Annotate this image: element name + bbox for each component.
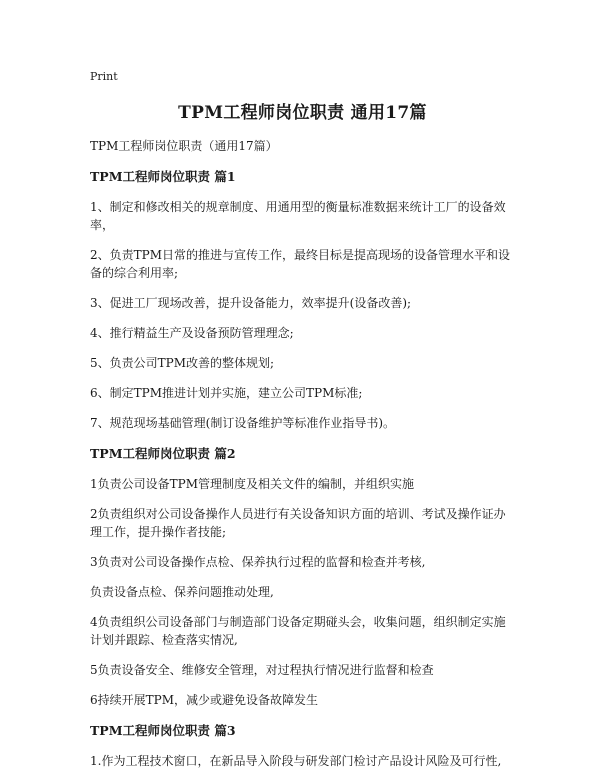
- paragraph: 6、制定TPM推进计划并实施，建立公司TPM标准;: [90, 386, 363, 400]
- paragraph: 1负责公司设备TPM管理制度及相关文件的编制，并组织实施: [90, 477, 415, 491]
- paragraph: 5、负责公司TPM改善的整体规划;: [90, 356, 275, 370]
- paragraph: 1、制定和修改相关的规章制度、用通用型的衡量标准数据来统计工厂的设备效率，: [90, 200, 506, 232]
- paragraph: 3负责对公司设备操作点检、保养执行过程的监督和检查并考核,: [90, 555, 426, 569]
- paragraph: 7、规范现场基础管理(制订设备维护等标准作业指导书)。: [90, 416, 396, 430]
- paragraph: 2负责组织对公司设备操作人员进行有关设备知识方面的培训、考试及操作证办理工作，提升操作者技能;: [90, 507, 506, 539]
- print-label: Print: [90, 70, 118, 83]
- paragraph: 1.作为工程技术窗口，在新品导入阶段与研发部门检讨产品设计风险及可行性,: [90, 754, 502, 768]
- paragraph: 2、负责TPM日常的推进与宣传工作，最终目标是提高现场的设备管理水平和设备的综合利用率;: [90, 248, 511, 280]
- paragraph: 3、促进工厂现场改善，提升设备能力，效率提升(设备改善);: [90, 296, 412, 310]
- paragraph: 4、推行精益生产及设备预防管理理念;: [90, 326, 294, 340]
- document-subtitle: TPM工程师岗位职责（通用17篇）: [90, 139, 278, 153]
- document-title: TPM工程师岗位职责 通用17篇: [178, 103, 427, 123]
- document-page: [90, 70, 515, 782]
- section-heading-3: TPM工程师岗位职责 篇3: [90, 723, 236, 738]
- paragraph: 4负责组织公司设备部门与制造部门设备定期碰头会，收集问题，组织制定实施计划并跟踪、检查落实情况,: [90, 615, 506, 647]
- section-heading-1: TPM工程师岗位职责 篇1: [90, 169, 236, 184]
- paragraph: 5负责设备安全、维修安全管理，对过程执行情况进行监督和检查: [90, 663, 434, 677]
- paragraph: 负责设备点检、保养问题推动处理,: [90, 585, 274, 599]
- paragraph: 6持续开展TPM，减少或避免设备故障发生: [90, 693, 319, 707]
- section-heading-2: TPM工程师岗位职责 篇2: [90, 446, 236, 461]
